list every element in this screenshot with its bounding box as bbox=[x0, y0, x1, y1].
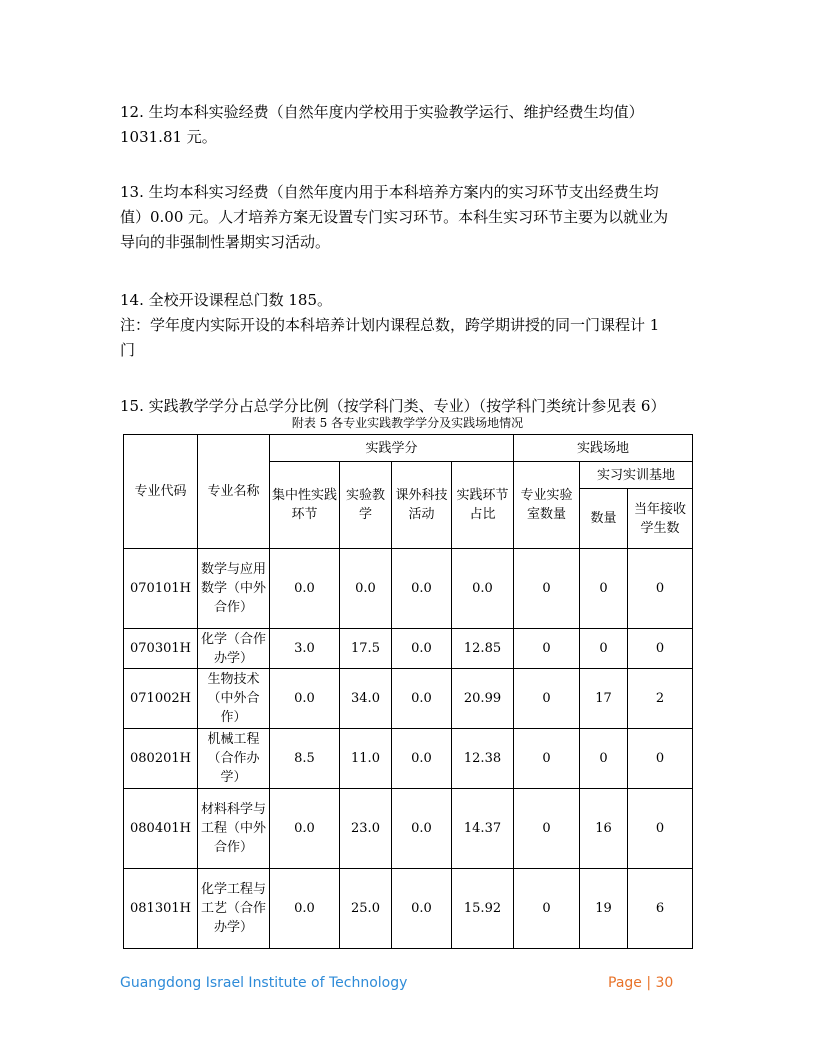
cell-experiment: 34.0 bbox=[340, 669, 392, 729]
cell-name: 机械工程（合作办学） bbox=[198, 729, 270, 789]
cell-base-students: 0 bbox=[628, 629, 693, 669]
paragraph-line: 1031.81 元。 bbox=[120, 128, 217, 146]
paragraph-line: 门 bbox=[120, 341, 136, 359]
cell-concentrated: 0.0 bbox=[270, 869, 340, 949]
paragraph-line: 注：学年度内实际开设的本科培养计划内课程总数，跨学期讲授的同一门课程计 1 bbox=[120, 316, 660, 334]
cell-lab-count: 0 bbox=[514, 669, 580, 729]
cell-ratio: 0.0 bbox=[452, 549, 514, 629]
cell-lab-count: 0 bbox=[514, 729, 580, 789]
cell-experiment: 25.0 bbox=[340, 869, 392, 949]
cell-lab-count: 0 bbox=[514, 629, 580, 669]
cell-ratio: 12.85 bbox=[452, 629, 514, 669]
paragraph-line: 13. 生均本科实习经费（自然年度内用于本科培养方案内的实习环节支出经费生均 bbox=[120, 183, 659, 201]
paragraph-line: 15. 实践教学学分占总学分比例（按学科门类、专业）（按学科门类统计参见表 6） bbox=[120, 397, 666, 415]
cell-base-students: 2 bbox=[628, 669, 693, 729]
cell-concentrated: 0.0 bbox=[270, 669, 340, 729]
cell-base-students: 6 bbox=[628, 869, 693, 949]
paragraph-line: 12. 生均本科实验经费（自然年度内学校用于实验教学运行、维护经费生均值） bbox=[120, 103, 644, 121]
paragraph-12 bbox=[120, 100, 700, 150]
cell-name: 生物技术（中外合作） bbox=[198, 669, 270, 729]
cell-ratio: 20.99 bbox=[452, 669, 514, 729]
cell-experiment: 17.5 bbox=[340, 629, 392, 669]
header-base-group: 实习实训基地 bbox=[580, 462, 693, 489]
cell-concentrated: 8.5 bbox=[270, 729, 340, 789]
cell-base-students: 0 bbox=[628, 729, 693, 789]
cell-experiment: 11.0 bbox=[340, 729, 392, 789]
cell-concentrated: 0.0 bbox=[270, 789, 340, 869]
cell-ratio: 15.92 bbox=[452, 869, 514, 949]
header-lab-count: 专业实验室数量 bbox=[514, 462, 580, 549]
cell-experiment: 23.0 bbox=[340, 789, 392, 869]
practice-credits-table bbox=[123, 434, 693, 949]
cell-name: 化学工程与工艺（合作办学） bbox=[198, 869, 270, 949]
cell-base-count: 0 bbox=[580, 729, 628, 789]
header-ratio: 实践环节占比 bbox=[452, 462, 514, 549]
cell-name: 材料科学与工程（中外合作） bbox=[198, 789, 270, 869]
header-concentrated: 集中性实践环节 bbox=[270, 462, 340, 549]
cell-lab-count: 0 bbox=[514, 869, 580, 949]
cell-code: 070301H bbox=[124, 629, 198, 669]
cell-code: 070101H bbox=[124, 549, 198, 629]
cell-name: 数学与应用数学（中外合作） bbox=[198, 549, 270, 629]
cell-code: 080201H bbox=[124, 729, 198, 789]
header-base-count: 数量 bbox=[580, 489, 628, 549]
table-row bbox=[124, 669, 693, 729]
header-name: 专业名称 bbox=[198, 435, 270, 549]
cell-base-count: 19 bbox=[580, 869, 628, 949]
cell-base-count: 16 bbox=[580, 789, 628, 869]
cell-extracurricular: 0.0 bbox=[392, 669, 452, 729]
paragraph-13 bbox=[120, 180, 700, 255]
cell-ratio: 14.37 bbox=[452, 789, 514, 869]
header-extracurricular: 课外科技活动 bbox=[392, 462, 452, 549]
cell-base-count: 0 bbox=[580, 549, 628, 629]
cell-base-students: 0 bbox=[628, 789, 693, 869]
paragraph-line: 值）0.00 元。人才培养方案无设置专门实习环节。本科生实习环节主要为以就业为 bbox=[120, 208, 669, 226]
table-row bbox=[124, 869, 693, 949]
cell-extracurricular: 0.0 bbox=[392, 869, 452, 949]
header-credits-group: 实践学分 bbox=[270, 435, 514, 462]
cell-base-students: 0 bbox=[628, 549, 693, 629]
paragraph-14 bbox=[120, 288, 700, 363]
cell-name: 化学（合作办学） bbox=[198, 629, 270, 669]
cell-code: 081301H bbox=[124, 869, 198, 949]
cell-experiment: 0.0 bbox=[340, 549, 392, 629]
cell-concentrated: 0.0 bbox=[270, 549, 340, 629]
cell-extracurricular: 0.0 bbox=[392, 629, 452, 669]
footer-page-number: Page | 30 bbox=[608, 975, 674, 991]
table-body bbox=[124, 549, 693, 949]
table-row bbox=[124, 549, 693, 629]
header-code: 专业代码 bbox=[124, 435, 198, 549]
cell-lab-count: 0 bbox=[514, 789, 580, 869]
cell-code: 080401H bbox=[124, 789, 198, 869]
table-caption: 附表 5 各专业实践教学学分及实践场地情况 bbox=[291, 416, 524, 430]
header-site-group: 实践场地 bbox=[514, 435, 693, 462]
header-base-students: 当年接收学生数 bbox=[628, 489, 693, 549]
paragraph-line: 导向的非强制性暑期实习活动。 bbox=[120, 233, 331, 251]
cell-lab-count: 0 bbox=[514, 549, 580, 629]
table-row bbox=[124, 789, 693, 869]
cell-extracurricular: 0.0 bbox=[392, 729, 452, 789]
header-experiment: 实验教学 bbox=[340, 462, 392, 549]
paragraph-line: 14. 全校开设课程总门数 185。 bbox=[120, 291, 333, 309]
cell-base-count: 17 bbox=[580, 669, 628, 729]
cell-code: 071002H bbox=[124, 669, 198, 729]
table-row bbox=[124, 629, 693, 669]
cell-ratio: 12.38 bbox=[452, 729, 514, 789]
cell-concentrated: 3.0 bbox=[270, 629, 340, 669]
cell-extracurricular: 0.0 bbox=[392, 549, 452, 629]
cell-extracurricular: 0.0 bbox=[392, 789, 452, 869]
footer-institute-name: Guangdong Israel Institute of Technology bbox=[120, 975, 408, 991]
table-row bbox=[124, 729, 693, 789]
cell-base-count: 0 bbox=[580, 629, 628, 669]
